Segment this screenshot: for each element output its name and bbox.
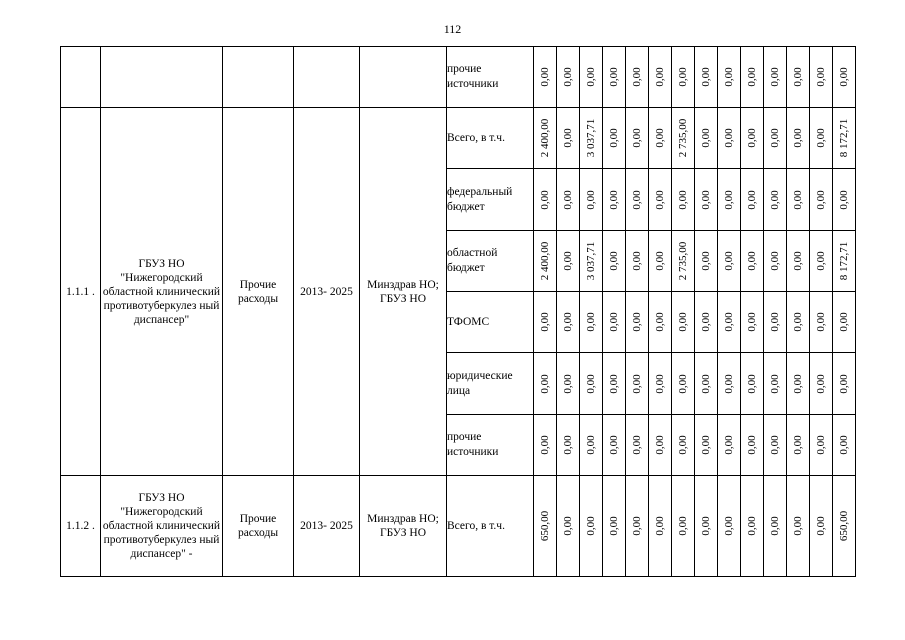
funding-source-cell: юридические лица [447,353,534,415]
value-cell [810,292,833,353]
value-text: 0,00 [746,373,758,394]
value-cell [741,476,764,577]
value-cell [603,476,626,577]
value-cell [764,292,787,353]
term-cell: 2013- 2025 [294,108,360,476]
value-text: 0,00 [723,312,735,332]
value-text: 0,00 [654,67,666,87]
value-cell [626,169,649,231]
value-cell [810,231,833,292]
value-cell [649,415,672,476]
value-text: 0,00 [677,516,689,536]
value-cell [741,292,764,353]
value-cell [810,47,833,108]
value-text: 0,00 [769,67,781,87]
value-cell [626,415,649,476]
value-cell [787,292,810,353]
empty-num-cell [61,47,101,108]
value-text: 0,00 [562,251,574,271]
value-text: 0,00 [585,373,597,394]
value-text: 0,00 [838,373,850,394]
value-cell [764,108,787,169]
value-text: 0,00 [562,312,574,332]
value-text: 0,00 [608,373,620,394]
value-cell [810,169,833,231]
value-cell [833,353,856,415]
value-text: 0,00 [769,251,781,271]
value-cell [557,292,580,353]
value-text: 3 037,71 [585,241,597,281]
value-cell [787,169,810,231]
expense-type-cell: Прочие расходы [223,108,294,476]
value-cell [626,476,649,577]
term-cell: 2013- 2025 [294,476,360,577]
value-text: 0,00 [746,516,758,536]
value-cell [695,292,718,353]
empty-expense-cell [223,47,294,108]
value-text: 0,00 [654,128,666,148]
value-cell [580,231,603,292]
value-cell [672,47,695,108]
value-cell [557,353,580,415]
value-text: 0,00 [631,189,643,210]
value-text: 0,00 [631,435,643,455]
value-text: 0,00 [654,516,666,536]
value-cell [764,476,787,577]
value-text: 8 172,71 [838,118,850,158]
value-text: 0,00 [631,251,643,271]
value-text: 0,00 [585,435,597,455]
value-text: 0,00 [700,373,712,394]
empty-name-cell [101,47,223,108]
value-cell [580,292,603,353]
value-cell [649,108,672,169]
value-text: 0,00 [562,128,574,148]
value-cell [718,231,741,292]
value-text: 0,00 [723,373,735,394]
value-text: 0,00 [700,251,712,271]
value-cell [741,231,764,292]
value-cell [626,231,649,292]
value-text: 0,00 [769,312,781,332]
value-cell [787,231,810,292]
item-number-cell: 1.1.2 . [61,476,101,577]
value-text: 0,00 [562,67,574,87]
value-text: 0,00 [539,373,551,394]
value-text: 0,00 [608,435,620,455]
value-text: 0,00 [746,67,758,87]
value-cell [672,353,695,415]
value-text: 0,00 [746,128,758,148]
value-text: 0,00 [723,435,735,455]
value-text: 0,00 [608,516,620,536]
value-text: 0,00 [631,373,643,394]
value-cell [810,415,833,476]
value-cell [833,47,856,108]
value-cell [741,353,764,415]
value-cell [672,415,695,476]
value-text: 0,00 [631,67,643,87]
value-cell [534,47,557,108]
value-text: 2 735,00 [677,241,689,281]
value-cell [741,47,764,108]
value-cell [695,231,718,292]
page-number: 112 [443,22,462,36]
value-cell [534,231,557,292]
value-text: 0,00 [815,67,827,87]
value-text: 0,00 [769,516,781,536]
institution-name-cell: ГБУЗ НО "Нижегородский областной клинический противотуберкулез ный диспансер" [101,108,223,476]
value-cell [764,353,787,415]
value-cell [718,476,741,577]
value-cell [672,292,695,353]
value-cell [626,353,649,415]
value-text: 0,00 [792,128,804,148]
value-cell [810,108,833,169]
value-cell [649,47,672,108]
value-cell [626,292,649,353]
value-text: 2 400,00 [539,118,551,158]
value-cell [787,47,810,108]
value-cell [534,169,557,231]
value-text: 0,00 [677,67,689,87]
value-cell [557,47,580,108]
funding-source-cell: ТФОМС [447,292,534,353]
value-text: 0,00 [769,128,781,148]
value-text: 0,00 [792,373,804,394]
value-text: 0,00 [677,189,689,210]
value-text: 0,00 [654,435,666,455]
table-row [61,47,856,108]
value-text: 8 172,71 [838,241,850,281]
value-text: 0,00 [700,67,712,87]
value-text: 0,00 [746,435,758,455]
value-cell [718,353,741,415]
value-text: 0,00 [677,373,689,394]
value-text: 0,00 [562,189,574,210]
value-cell [787,476,810,577]
value-text: 0,00 [792,251,804,271]
value-text: 0,00 [769,435,781,455]
value-cell [741,108,764,169]
value-cell [833,415,856,476]
value-text: 0,00 [562,373,574,394]
value-text: 3 037,71 [585,118,597,158]
value-text: 0,00 [700,128,712,148]
value-cell [649,353,672,415]
value-text: 0,00 [654,312,666,332]
value-cell [810,353,833,415]
value-cell [557,108,580,169]
funding-source-cell: прочие источники [447,47,534,108]
value-cell [695,415,718,476]
value-cell [718,292,741,353]
value-cell [833,231,856,292]
value-text: 2 735,00 [677,118,689,158]
value-text: 0,00 [585,67,597,87]
value-text: 0,00 [723,189,735,210]
value-cell [580,169,603,231]
value-cell [833,108,856,169]
value-cell [695,47,718,108]
value-text: 0,00 [539,312,551,332]
empty-term-cell [294,47,360,108]
value-text: 0,00 [746,251,758,271]
value-text: 0,00 [700,312,712,332]
budget-table [60,46,856,577]
value-cell [764,47,787,108]
institution-name-cell: ГБУЗ НО "Нижегородский областной клинический противотуберкулез ный диспансер" - [101,476,223,577]
value-cell [718,108,741,169]
value-cell [695,169,718,231]
value-text: 650,00 [838,510,850,542]
value-cell [603,231,626,292]
value-text: 0,00 [815,516,827,536]
value-text: 0,00 [746,312,758,332]
funding-source-cell: прочие источники [447,415,534,476]
table-row [61,476,856,577]
value-text: 0,00 [700,435,712,455]
value-text: 0,00 [815,373,827,394]
value-text: 0,00 [608,189,620,210]
value-text: 0,00 [838,435,850,455]
value-cell [787,353,810,415]
value-cell [580,476,603,577]
value-text: 0,00 [723,67,735,87]
value-cell [764,231,787,292]
value-cell [603,108,626,169]
value-cell [580,108,603,169]
value-cell [580,47,603,108]
value-cell [626,108,649,169]
value-cell [695,476,718,577]
value-text: 650,00 [539,510,551,542]
empty-responsible-cell [360,47,447,108]
value-cell [534,108,557,169]
funding-source-cell: федеральный бюджет [447,169,534,231]
value-cell [718,415,741,476]
value-text: 0,00 [654,251,666,271]
value-cell [649,231,672,292]
funding-source-cell: Всего, в т.ч. [447,476,534,577]
value-text: 0,00 [723,516,735,536]
value-text: 0,00 [562,516,574,536]
value-cell [810,476,833,577]
value-cell [557,169,580,231]
value-cell [626,47,649,108]
value-text: 0,00 [815,128,827,148]
value-text: 0,00 [700,189,712,210]
value-cell [672,108,695,169]
value-text: 0,00 [700,516,712,536]
funding-source-cell: областной бюджет [447,231,534,292]
value-cell [672,169,695,231]
value-cell [557,231,580,292]
value-text: 0,00 [608,67,620,87]
value-cell [534,353,557,415]
value-text: 0,00 [815,251,827,271]
value-text: 0,00 [792,516,804,536]
value-cell [672,231,695,292]
value-text: 0,00 [792,67,804,87]
value-cell [649,169,672,231]
value-cell [603,169,626,231]
value-cell [764,415,787,476]
value-cell [603,292,626,353]
value-text: 0,00 [608,312,620,332]
value-text: 0,00 [792,435,804,455]
value-text: 0,00 [769,373,781,394]
value-cell [534,292,557,353]
value-text: 0,00 [838,312,850,332]
value-text: 0,00 [723,251,735,271]
value-cell [534,476,557,577]
value-text: 0,00 [539,435,551,455]
value-text: 0,00 [654,189,666,210]
value-cell [672,476,695,577]
value-cell [787,415,810,476]
value-text: 0,00 [723,128,735,148]
value-text: 0,00 [585,189,597,210]
value-cell [557,415,580,476]
value-cell [603,47,626,108]
value-cell [833,292,856,353]
value-text: 0,00 [838,189,850,210]
value-text: 0,00 [585,516,597,536]
value-cell [695,353,718,415]
value-text: 0,00 [631,128,643,148]
value-cell [833,476,856,577]
value-text: 0,00 [585,312,597,332]
value-text: 0,00 [677,435,689,455]
value-text: 0,00 [792,312,804,332]
value-text: 0,00 [608,251,620,271]
responsible-cell: Минздрав НО; ГБУЗ НО [360,476,447,577]
value-cell [603,415,626,476]
value-text: 0,00 [562,435,574,455]
table-row [61,108,856,169]
value-cell [718,169,741,231]
value-cell [787,108,810,169]
value-cell [557,476,580,577]
value-cell [580,415,603,476]
item-number-cell: 1.1.1 . [61,108,101,476]
value-cell [534,415,557,476]
value-text: 2 400,00 [539,241,551,281]
value-cell [718,47,741,108]
value-cell [764,169,787,231]
value-cell [580,353,603,415]
value-text: 0,00 [677,312,689,332]
value-text: 0,00 [608,128,620,148]
value-cell [741,169,764,231]
value-text: 0,00 [792,189,804,210]
funding-source-cell: Всего, в т.ч. [447,108,534,169]
value-text: 0,00 [539,189,551,210]
value-cell [741,415,764,476]
value-cell [649,476,672,577]
value-text: 0,00 [746,189,758,210]
value-text: 0,00 [769,189,781,210]
value-cell [695,108,718,169]
value-cell [603,353,626,415]
value-text: 0,00 [654,373,666,394]
responsible-cell: Минздрав НО; ГБУЗ НО [360,108,447,476]
value-cell [649,292,672,353]
value-text: 0,00 [838,67,850,87]
value-text: 0,00 [539,67,551,87]
value-cell [833,169,856,231]
value-text: 0,00 [631,312,643,332]
value-text: 0,00 [815,189,827,210]
value-text: 0,00 [815,312,827,332]
expense-type-cell: Прочие расходы [223,476,294,577]
value-text: 0,00 [815,435,827,455]
value-text: 0,00 [631,516,643,536]
